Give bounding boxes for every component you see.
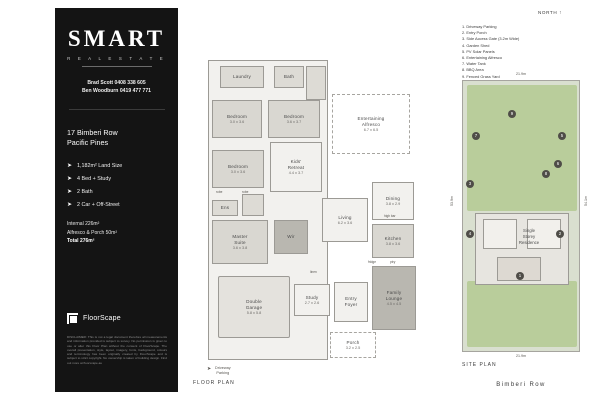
legend-item: 9. Fenced Grass Yard xyxy=(462,73,500,79)
room-label: Porch xyxy=(346,339,360,345)
street-name: Bimberi Row xyxy=(496,382,546,388)
room-dimension: 6.2 x 3.6 xyxy=(337,220,353,225)
site-dimension-left: 53.9m xyxy=(450,196,454,206)
site-marker-5: 5 xyxy=(558,132,566,140)
sidebar-divider xyxy=(69,109,165,110)
room-bedroom-3 xyxy=(268,100,320,138)
room-dimension: 4.5 x 4.5 xyxy=(386,301,402,306)
room-label: Entertaining Alfresco xyxy=(357,115,385,127)
north-arrow-icon: ↑ xyxy=(559,10,563,16)
room-porch xyxy=(330,332,376,358)
site-dimension-right: 54.1m xyxy=(584,196,588,206)
room-label: Kitchen xyxy=(384,235,402,241)
agent-2: Ben Woodburn 0419 477 771 xyxy=(82,88,151,94)
room-label: Bath xyxy=(283,74,295,79)
brand-block xyxy=(55,8,178,67)
room-dimension: 3.2 x 2.5 xyxy=(345,345,361,350)
siteplan-caption: SITE PLAN xyxy=(462,362,497,368)
room-wc xyxy=(306,66,326,100)
room-dimension: 3.0 x 3.6 xyxy=(229,119,245,124)
room-bath xyxy=(274,66,304,88)
room-dimension: 3.0 x 3.6 xyxy=(230,169,246,174)
floorscape-mark-icon xyxy=(67,313,78,324)
label-fridge: fridge xyxy=(368,260,376,264)
site-aerial xyxy=(462,80,580,352)
brand-logo: SMART xyxy=(67,26,166,51)
brand-rule xyxy=(82,66,152,67)
property-specs xyxy=(67,162,178,210)
room-label: Dining xyxy=(385,195,401,201)
room-alfresco xyxy=(332,94,410,154)
agent-contacts xyxy=(55,79,178,95)
driveway-arrow-icon: ➤ xyxy=(207,366,212,372)
residence-label: Single Storey Residence xyxy=(518,228,540,245)
room-dimension: 2.7 x 2.6 xyxy=(304,300,320,305)
room-laundry xyxy=(220,66,264,88)
room-label: Bedroom xyxy=(226,113,248,119)
driveway-label: Driveway Parking xyxy=(215,366,231,375)
room-dimension: 3.8 x 3.6 xyxy=(385,241,401,246)
north-indicator xyxy=(538,10,562,16)
label-high-bar: high bar xyxy=(384,214,396,218)
area-internal: Internal 226m² xyxy=(67,221,100,227)
room-dimension: 5.8 x 5.8 xyxy=(246,310,262,315)
legend-item: 1. Driveway Parking xyxy=(462,24,497,29)
spec-item xyxy=(67,188,178,197)
label-robe: robe xyxy=(242,190,249,194)
room-living xyxy=(322,198,368,242)
spec-item xyxy=(67,162,178,171)
spec-label: 1,182m² Land Size xyxy=(77,163,123,169)
front-lawn-area xyxy=(467,281,577,347)
legend-item: 5. PV Solar Panels xyxy=(462,48,495,54)
room-label: Laundry xyxy=(232,74,251,79)
legend-item: 8. BBQ Area xyxy=(462,67,484,73)
room-bedroom-2 xyxy=(212,100,262,138)
chevron-right-icon: ➤ xyxy=(67,189,73,195)
label-robe: robe xyxy=(216,190,223,194)
room-dimension: 3.8 x 2.9 xyxy=(385,201,401,206)
room-label: Living xyxy=(338,214,352,220)
room-label: Bedroom xyxy=(227,163,249,169)
room-dimension: 6.7 x 6.5 xyxy=(363,127,379,132)
site-marker-6: 6 xyxy=(554,160,562,168)
room-dimension: 3.6 x 3.8 xyxy=(232,245,248,250)
spec-label: 4 Bed + Study xyxy=(77,176,112,182)
disclaimer-text: DISCLAIMER: This is not a legal document therefore all measurements and information provided is subject to survey. No permission is given to use or alter this Floor Plan without the consent of FloorScape. The overall presentation, style, layout, imagery, fonts, background, colours and terminology has been originally created by FloorScape and is subject to strict copyright. No ownership is taken of building design. Find out more at floorscape.au xyxy=(67,335,167,365)
chevron-right-icon: ➤ xyxy=(67,163,73,169)
chevron-right-icon: ➤ xyxy=(67,202,73,208)
legend-item: 3. Side Access Gate (3.2m Wide) xyxy=(462,36,520,42)
site-marker-4: 4 xyxy=(466,230,474,238)
address-line-1: 17 Bimberi Row xyxy=(67,128,118,137)
floor-plan xyxy=(190,14,425,392)
room-ensuite xyxy=(212,200,238,216)
lawn-area xyxy=(467,85,577,211)
spec-label: 2 Bath xyxy=(77,189,93,195)
spec-item xyxy=(67,201,178,210)
room-label: Wir xyxy=(287,234,295,239)
room-bedroom-4 xyxy=(212,150,264,188)
floorscape-name: FloorScape xyxy=(83,315,121,322)
room-walk-in-robe xyxy=(274,220,308,254)
room-dimension: 4.4 x 3.7 xyxy=(288,170,304,175)
room-linen xyxy=(242,194,264,216)
site-marker-3: 3 xyxy=(466,180,474,188)
room-label: Bedroom xyxy=(283,113,305,119)
room-family-lounge xyxy=(372,266,416,330)
site-dimension-top: 21.9m xyxy=(516,72,526,76)
area-summary xyxy=(67,220,178,246)
floorscape-logo xyxy=(67,313,121,324)
room-label: Entry Foyer xyxy=(344,296,358,307)
site-marker-8: 8 xyxy=(542,170,550,178)
room-double-garage xyxy=(218,276,290,338)
room-master-suite xyxy=(212,220,268,264)
area-total: Total 276m² xyxy=(67,238,95,244)
address-line-2: Pacific Pines xyxy=(67,138,109,147)
sidebar xyxy=(55,8,178,392)
site-marker-1: 1 xyxy=(516,272,524,280)
room-study xyxy=(294,284,330,316)
label-linen: linen xyxy=(310,270,317,274)
room-label: Master Suite xyxy=(232,233,248,245)
north-label: NORTH xyxy=(538,10,558,15)
room-kitchen xyxy=(372,224,414,258)
legend-item: 7. Water Tank xyxy=(462,61,486,67)
room-entry-foyer xyxy=(334,282,368,322)
site-plan xyxy=(444,10,604,394)
legend-item: 4. Garden Shed xyxy=(462,42,490,48)
legend-item: 6. Entertaining Alfresco xyxy=(462,55,503,61)
site-marker-9: 9 xyxy=(508,110,516,118)
room-label: Double Garage xyxy=(245,298,263,310)
label-pantry: ptry xyxy=(390,260,396,264)
room-label: Family Lounge xyxy=(385,289,403,301)
property-address xyxy=(67,128,178,148)
site-marker-7: 7 xyxy=(472,132,480,140)
area-alfresco: Alfresco & Porch 50m² xyxy=(67,229,118,236)
spec-item xyxy=(67,175,178,184)
room-kids-retreat xyxy=(270,142,322,192)
room-label: Ens xyxy=(220,205,230,210)
spec-label: 2 Car + Off-Street xyxy=(77,202,120,208)
brand-tagline: R E A L E S T A T E xyxy=(67,56,166,61)
site-marker-2: 2 xyxy=(556,230,564,238)
chevron-right-icon: ➤ xyxy=(67,176,73,182)
agent-1: Brad Scott 0408 338 605 xyxy=(87,80,146,86)
legend-item: 2. Entry Porch xyxy=(462,30,487,36)
room-dimension: 3.6 x 3.7 xyxy=(286,119,302,124)
site-dimension-bottom: 21.9m xyxy=(516,354,526,358)
floorplan-caption: FLOOR PLAN xyxy=(193,380,235,386)
room-label: Study xyxy=(305,294,319,300)
room-label: Kids' Retreat xyxy=(287,158,305,170)
